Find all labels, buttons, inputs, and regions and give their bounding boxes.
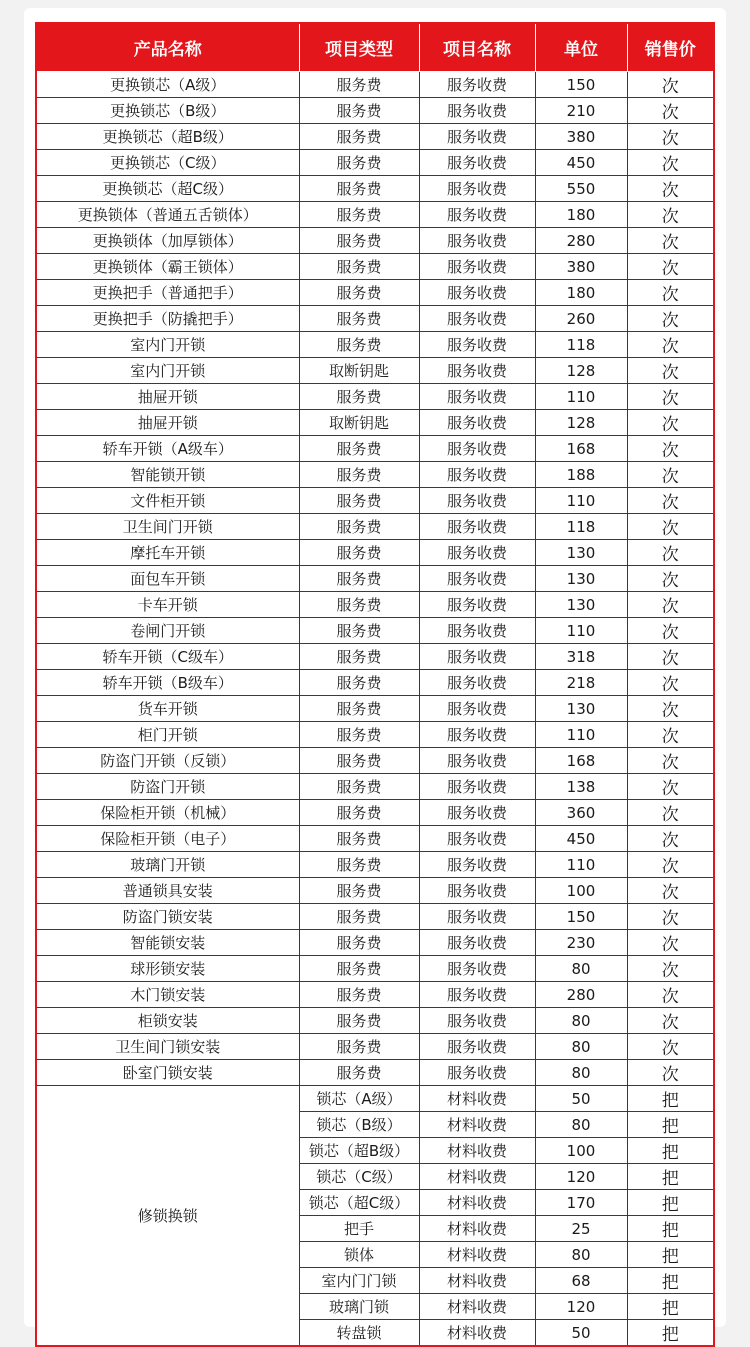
item-type-cell: 服务费	[299, 852, 419, 878]
item-type-cell: 服务费	[299, 124, 419, 150]
item-type-cell: 服务费	[299, 800, 419, 826]
item-type-cell: 玻璃门锁	[299, 1294, 419, 1320]
product-name-cell: 货车开锁	[36, 696, 299, 722]
price-cell: 318	[535, 644, 627, 670]
product-name-cell: 木门锁安装	[36, 982, 299, 1008]
item-type-cell: 锁芯（超B级）	[299, 1138, 419, 1164]
table-row	[36, 202, 714, 228]
price-cell: 210	[535, 98, 627, 124]
item-name-cell: 服务收费	[419, 800, 535, 826]
table-row	[36, 1060, 714, 1086]
price-cell: 260	[535, 306, 627, 332]
item-type-cell: 锁芯（A级）	[299, 1086, 419, 1112]
item-type-cell: 室内门门锁	[299, 1268, 419, 1294]
price-cell: 130	[535, 696, 627, 722]
item-type-cell: 锁芯（B级）	[299, 1112, 419, 1138]
product-name-cell: 更换把手（防撬把手）	[36, 306, 299, 332]
unit-cell: 次	[627, 410, 714, 436]
item-type-cell: 服务费	[299, 228, 419, 254]
table-row	[36, 72, 714, 98]
item-type-cell: 服务费	[299, 670, 419, 696]
product-name-cell: 室内门开锁	[36, 358, 299, 384]
item-type-cell: 服务费	[299, 150, 419, 176]
item-type-cell: 服务费	[299, 176, 419, 202]
unit-cell: 次	[627, 358, 714, 384]
item-name-cell: 服务收费	[419, 228, 535, 254]
item-type-cell: 锁体	[299, 1242, 419, 1268]
item-type-cell: 服务费	[299, 462, 419, 488]
item-name-cell: 服务收费	[419, 358, 535, 384]
table-row	[36, 384, 714, 410]
price-cell: 80	[535, 1112, 627, 1138]
unit-cell: 次	[627, 852, 714, 878]
item-type-cell: 服务费	[299, 98, 419, 124]
table-row	[36, 670, 714, 696]
item-type-cell: 服务费	[299, 696, 419, 722]
table-row	[36, 774, 714, 800]
product-name-cell: 室内门开锁	[36, 332, 299, 358]
item-name-cell: 服务收费	[419, 436, 535, 462]
price-cell: 110	[535, 722, 627, 748]
header-item-name: 项目名称	[419, 23, 535, 72]
price-cell: 130	[535, 592, 627, 618]
price-cell: 450	[535, 150, 627, 176]
product-name-cell: 保险柜开锁（机械）	[36, 800, 299, 826]
item-type-cell: 服务费	[299, 748, 419, 774]
price-cell: 118	[535, 332, 627, 358]
unit-cell: 次	[627, 956, 714, 982]
product-name-cell: 普通锁具安装	[36, 878, 299, 904]
price-cell: 230	[535, 930, 627, 956]
table-row	[36, 150, 714, 176]
table-row	[36, 462, 714, 488]
material-group-name-cell: 修锁换锁	[36, 1086, 299, 1347]
item-type-cell: 锁芯（超C级）	[299, 1190, 419, 1216]
product-name-cell: 更换锁体（普通五舌锁体）	[36, 202, 299, 228]
unit-cell: 次	[627, 826, 714, 852]
price-cell: 450	[535, 826, 627, 852]
table-row	[36, 904, 714, 930]
product-name-cell: 卧室门锁安装	[36, 1060, 299, 1086]
item-name-cell: 服务收费	[419, 254, 535, 280]
item-name-cell: 服务收费	[419, 982, 535, 1008]
price-cell: 80	[535, 956, 627, 982]
price-cell: 110	[535, 384, 627, 410]
unit-cell: 次	[627, 228, 714, 254]
unit-cell: 次	[627, 176, 714, 202]
item-type-cell: 服务费	[299, 774, 419, 800]
item-type-cell: 服务费	[299, 384, 419, 410]
item-name-cell: 材料收费	[419, 1242, 535, 1268]
price-cell: 80	[535, 1242, 627, 1268]
product-name-cell: 卫生间门锁安装	[36, 1034, 299, 1060]
item-type-cell: 服务费	[299, 878, 419, 904]
unit-cell: 次	[627, 904, 714, 930]
unit-cell: 次	[627, 566, 714, 592]
item-type-cell: 服务费	[299, 826, 419, 852]
product-name-cell: 卷闸门开锁	[36, 618, 299, 644]
item-name-cell: 服务收费	[419, 930, 535, 956]
table-row	[36, 228, 714, 254]
price-cell: 188	[535, 462, 627, 488]
unit-cell: 把	[627, 1164, 714, 1190]
product-name-cell: 抽屉开锁	[36, 384, 299, 410]
table-row	[36, 852, 714, 878]
unit-cell: 次	[627, 488, 714, 514]
unit-cell: 把	[627, 1112, 714, 1138]
table-row	[36, 696, 714, 722]
table-row	[36, 1086, 714, 1112]
product-name-cell: 卫生间门开锁	[36, 514, 299, 540]
price-cell: 128	[535, 410, 627, 436]
item-name-cell: 服务收费	[419, 1060, 535, 1086]
item-type-cell: 服务费	[299, 202, 419, 228]
price-cell: 180	[535, 202, 627, 228]
item-type-cell: 服务费	[299, 488, 419, 514]
price-cell: 130	[535, 540, 627, 566]
item-type-cell: 服务费	[299, 540, 419, 566]
product-name-cell: 摩托车开锁	[36, 540, 299, 566]
unit-cell: 次	[627, 774, 714, 800]
item-name-cell: 服务收费	[419, 1008, 535, 1034]
item-name-cell: 材料收费	[419, 1190, 535, 1216]
price-cell: 110	[535, 488, 627, 514]
header-row	[36, 23, 714, 72]
product-name-cell: 柜锁安装	[36, 1008, 299, 1034]
product-name-cell: 文件柜开锁	[36, 488, 299, 514]
item-type-cell: 服务费	[299, 72, 419, 98]
item-name-cell: 服务收费	[419, 618, 535, 644]
table-row	[36, 98, 714, 124]
item-name-cell: 服务收费	[419, 72, 535, 98]
product-name-cell: 防盗门锁安装	[36, 904, 299, 930]
item-type-cell: 转盘锁	[299, 1320, 419, 1347]
table-row	[36, 410, 714, 436]
header-sale-price: 销售价	[627, 23, 714, 72]
item-type-cell: 服务费	[299, 566, 419, 592]
price-cell: 68	[535, 1268, 627, 1294]
item-name-cell: 服务收费	[419, 462, 535, 488]
unit-cell: 次	[627, 462, 714, 488]
item-type-cell: 取断钥匙	[299, 358, 419, 384]
unit-cell: 次	[627, 202, 714, 228]
table-row	[36, 306, 714, 332]
price-cell: 380	[535, 124, 627, 150]
item-name-cell: 服务收费	[419, 124, 535, 150]
price-cell: 128	[535, 358, 627, 384]
item-type-cell: 锁芯（C级）	[299, 1164, 419, 1190]
table-row	[36, 722, 714, 748]
unit-cell: 次	[627, 514, 714, 540]
table-row	[36, 644, 714, 670]
unit-cell: 把	[627, 1190, 714, 1216]
price-cell: 150	[535, 904, 627, 930]
item-name-cell: 服务收费	[419, 878, 535, 904]
unit-cell: 次	[627, 592, 714, 618]
unit-cell: 次	[627, 1060, 714, 1086]
table-row	[36, 280, 714, 306]
product-name-cell: 玻璃门开锁	[36, 852, 299, 878]
price-cell: 180	[535, 280, 627, 306]
item-name-cell: 服务收费	[419, 852, 535, 878]
table-row	[36, 514, 714, 540]
unit-cell: 次	[627, 280, 714, 306]
product-name-cell: 更换锁芯（C级）	[36, 150, 299, 176]
item-name-cell: 服务收费	[419, 904, 535, 930]
item-name-cell: 材料收费	[419, 1138, 535, 1164]
unit-cell: 次	[627, 748, 714, 774]
header-item-type: 项目类型	[299, 23, 419, 72]
table-row	[36, 176, 714, 202]
price-cell: 118	[535, 514, 627, 540]
unit-cell: 次	[627, 930, 714, 956]
item-type-cell: 服务费	[299, 280, 419, 306]
table-row	[36, 1008, 714, 1034]
price-cell: 280	[535, 228, 627, 254]
item-type-cell: 服务费	[299, 1060, 419, 1086]
table-row	[36, 878, 714, 904]
product-name-cell: 轿车开锁（A级车）	[36, 436, 299, 462]
item-name-cell: 服务收费	[419, 488, 535, 514]
table-row	[36, 488, 714, 514]
unit-cell: 次	[627, 644, 714, 670]
table-row	[36, 592, 714, 618]
unit-cell: 把	[627, 1086, 714, 1112]
product-name-cell: 轿车开锁（B级车）	[36, 670, 299, 696]
item-name-cell: 材料收费	[419, 1268, 535, 1294]
table-row	[36, 332, 714, 358]
table-body	[36, 72, 714, 1347]
item-name-cell: 服务收费	[419, 306, 535, 332]
item-name-cell: 服务收费	[419, 332, 535, 358]
product-name-cell: 面包车开锁	[36, 566, 299, 592]
item-name-cell: 服务收费	[419, 696, 535, 722]
price-cell: 120	[535, 1294, 627, 1320]
table-row	[36, 982, 714, 1008]
table-row	[36, 930, 714, 956]
price-cell: 100	[535, 878, 627, 904]
unit-cell: 次	[627, 98, 714, 124]
unit-cell: 次	[627, 72, 714, 98]
unit-cell: 把	[627, 1320, 714, 1347]
item-name-cell: 服务收费	[419, 514, 535, 540]
item-name-cell: 服务收费	[419, 1034, 535, 1060]
item-name-cell: 服务收费	[419, 592, 535, 618]
price-cell: 550	[535, 176, 627, 202]
table-row	[36, 436, 714, 462]
item-name-cell: 服务收费	[419, 748, 535, 774]
unit-cell: 次	[627, 800, 714, 826]
item-name-cell: 服务收费	[419, 644, 535, 670]
item-type-cell: 服务费	[299, 904, 419, 930]
item-name-cell: 材料收费	[419, 1320, 535, 1347]
item-type-cell: 服务费	[299, 306, 419, 332]
table-row	[36, 956, 714, 982]
item-type-cell: 服务费	[299, 514, 419, 540]
price-cell: 130	[535, 566, 627, 592]
item-type-cell: 服务费	[299, 722, 419, 748]
item-name-cell: 服务收费	[419, 150, 535, 176]
item-name-cell: 服务收费	[419, 670, 535, 696]
unit-cell: 次	[627, 540, 714, 566]
price-cell: 168	[535, 436, 627, 462]
price-cell: 120	[535, 1164, 627, 1190]
product-name-cell: 卡车开锁	[36, 592, 299, 618]
price-cell: 80	[535, 1034, 627, 1060]
item-type-cell: 服务费	[299, 982, 419, 1008]
product-name-cell: 更换锁体（霸王锁体）	[36, 254, 299, 280]
item-name-cell: 服务收费	[419, 202, 535, 228]
table-header	[36, 23, 714, 72]
unit-cell: 次	[627, 1034, 714, 1060]
price-cell: 218	[535, 670, 627, 696]
unit-cell: 次	[627, 384, 714, 410]
product-name-cell: 更换锁芯（B级）	[36, 98, 299, 124]
item-name-cell: 材料收费	[419, 1294, 535, 1320]
price-cell: 170	[535, 1190, 627, 1216]
item-type-cell: 服务费	[299, 618, 419, 644]
item-name-cell: 服务收费	[419, 98, 535, 124]
item-name-cell: 服务收费	[419, 774, 535, 800]
item-name-cell: 服务收费	[419, 826, 535, 852]
table-row	[36, 254, 714, 280]
table-row	[36, 800, 714, 826]
item-name-cell: 服务收费	[419, 384, 535, 410]
table-row	[36, 1034, 714, 1060]
unit-cell: 次	[627, 436, 714, 462]
product-name-cell: 更换锁体（加厚锁体）	[36, 228, 299, 254]
unit-cell: 次	[627, 332, 714, 358]
item-name-cell: 材料收费	[419, 1086, 535, 1112]
price-cell: 360	[535, 800, 627, 826]
item-type-cell: 服务费	[299, 592, 419, 618]
item-name-cell: 服务收费	[419, 176, 535, 202]
price-cell: 110	[535, 852, 627, 878]
unit-cell: 次	[627, 878, 714, 904]
price-cell: 150	[535, 72, 627, 98]
product-name-cell: 轿车开锁（C级车）	[36, 644, 299, 670]
price-cell: 50	[535, 1320, 627, 1347]
item-type-cell: 服务费	[299, 644, 419, 670]
product-name-cell: 更换锁芯（超C级）	[36, 176, 299, 202]
product-name-cell: 智能锁安装	[36, 930, 299, 956]
product-name-cell: 保险柜开锁（电子）	[36, 826, 299, 852]
item-type-cell: 服务费	[299, 956, 419, 982]
table-row	[36, 124, 714, 150]
product-name-cell: 防盗门开锁（反锁）	[36, 748, 299, 774]
table-row	[36, 358, 714, 384]
unit-cell: 把	[627, 1242, 714, 1268]
unit-cell: 次	[627, 254, 714, 280]
item-type-cell: 服务费	[299, 254, 419, 280]
item-type-cell: 把手	[299, 1216, 419, 1242]
product-name-cell: 防盗门开锁	[36, 774, 299, 800]
item-name-cell: 服务收费	[419, 280, 535, 306]
table-row	[36, 618, 714, 644]
item-name-cell: 服务收费	[419, 956, 535, 982]
unit-cell: 次	[627, 306, 714, 332]
item-name-cell: 材料收费	[419, 1112, 535, 1138]
product-name-cell: 更换锁芯（超B级）	[36, 124, 299, 150]
product-name-cell: 更换锁芯（A级）	[36, 72, 299, 98]
item-type-cell: 取断钥匙	[299, 410, 419, 436]
unit-cell: 次	[627, 1008, 714, 1034]
unit-cell: 次	[627, 124, 714, 150]
price-cell: 380	[535, 254, 627, 280]
product-name-cell: 智能锁开锁	[36, 462, 299, 488]
table-row	[36, 748, 714, 774]
item-name-cell: 服务收费	[419, 410, 535, 436]
table-row	[36, 566, 714, 592]
price-cell: 138	[535, 774, 627, 800]
price-cell: 50	[535, 1086, 627, 1112]
item-name-cell: 服务收费	[419, 566, 535, 592]
table-row	[36, 826, 714, 852]
price-cell: 110	[535, 618, 627, 644]
product-name-cell: 柜门开锁	[36, 722, 299, 748]
item-name-cell: 服务收费	[419, 722, 535, 748]
unit-cell: 次	[627, 618, 714, 644]
item-type-cell: 服务费	[299, 930, 419, 956]
unit-cell: 把	[627, 1138, 714, 1164]
price-cell: 80	[535, 1008, 627, 1034]
product-name-cell: 抽屉开锁	[36, 410, 299, 436]
price-cell: 80	[535, 1060, 627, 1086]
price-cell: 25	[535, 1216, 627, 1242]
table-row	[36, 540, 714, 566]
price-cell: 280	[535, 982, 627, 1008]
item-name-cell: 服务收费	[419, 540, 535, 566]
price-table	[35, 22, 715, 1347]
item-type-cell: 服务费	[299, 1034, 419, 1060]
product-name-cell: 更换把手（普通把手）	[36, 280, 299, 306]
unit-cell: 把	[627, 1294, 714, 1320]
unit-cell: 把	[627, 1216, 714, 1242]
unit-cell: 次	[627, 696, 714, 722]
unit-cell: 次	[627, 150, 714, 176]
unit-cell: 次	[627, 722, 714, 748]
header-unit: 单位	[535, 23, 627, 72]
price-cell: 168	[535, 748, 627, 774]
product-name-cell: 球形锁安装	[36, 956, 299, 982]
unit-cell: 次	[627, 982, 714, 1008]
item-type-cell: 服务费	[299, 1008, 419, 1034]
item-type-cell: 服务费	[299, 436, 419, 462]
price-cell: 100	[535, 1138, 627, 1164]
item-name-cell: 材料收费	[419, 1216, 535, 1242]
unit-cell: 次	[627, 670, 714, 696]
item-type-cell: 服务费	[299, 332, 419, 358]
header-product-name: 产品名称	[36, 23, 299, 72]
unit-cell: 把	[627, 1268, 714, 1294]
item-name-cell: 材料收费	[419, 1164, 535, 1190]
